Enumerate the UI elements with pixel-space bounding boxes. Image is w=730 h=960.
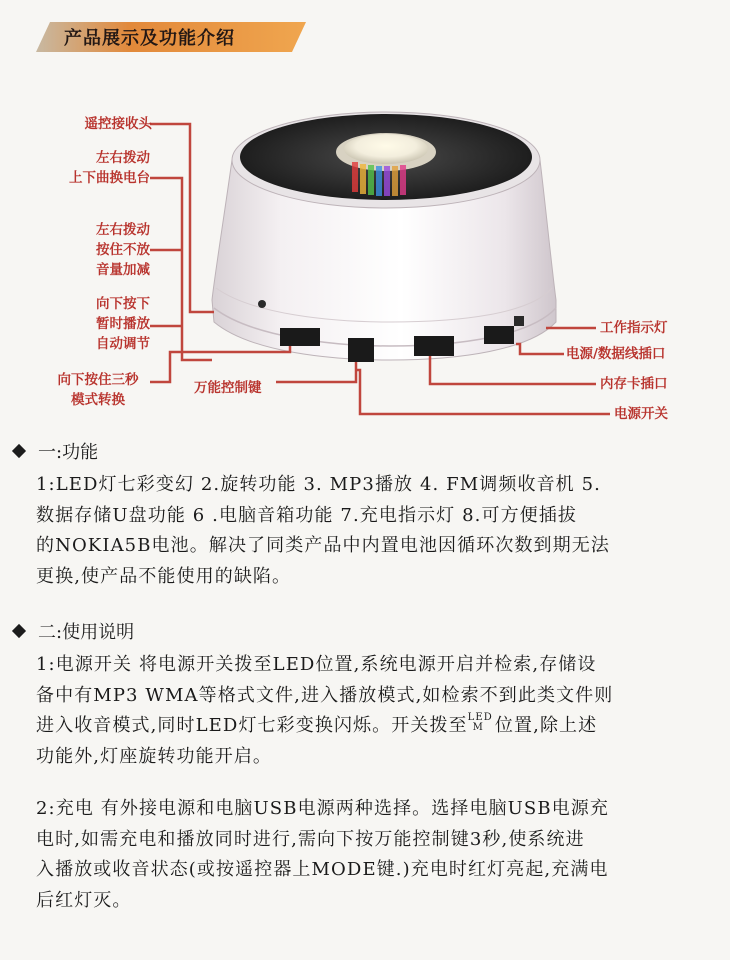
stack-top: LED [467, 712, 493, 723]
callout-pause [10, 294, 150, 354]
callout-line: 向下按下 [96, 296, 150, 312]
function-heading [10, 438, 98, 464]
usage-heading [10, 618, 134, 644]
callout-work-indicator: 工作指示灯 [600, 320, 668, 336]
paragraph-line: 数据存储U盘功能 6 .电脑音箱功能 7.充电指示灯 8.可方便插拔 [36, 504, 577, 526]
usage-paragraph-power [36, 650, 682, 772]
paragraph-line [36, 711, 682, 742]
callout-line: 音量加减 [96, 262, 150, 278]
callout-line: 自动调节 [96, 336, 150, 352]
page-title: 产品展示及功能介绍 [64, 28, 235, 49]
paragraph-text: 进入收音模式,同时LED灯七彩变换闪烁。开关拨至 [36, 715, 468, 736]
callout-power-switch: 电源开关 [614, 406, 668, 422]
callout-volume-toggle [10, 220, 150, 280]
callout-line: 上下曲换电台 [69, 170, 150, 186]
callout-line: 向下按住三秒 [57, 372, 139, 388]
callout-line: 模式转换 [71, 392, 125, 408]
callout-universal-key: 万能控制键 [194, 380, 262, 396]
callout-remote-receiver: 遥控接收头 [84, 116, 152, 132]
paragraph-line: 1:LED灯七彩变幻 2.旋转功能 3. MP3播放 4. FM调频收音机 5. [36, 474, 601, 495]
usage-paragraph-charge [36, 794, 682, 916]
diamond-bullet-icon [12, 444, 26, 458]
paragraph-line: 备中有MP3 WMA等格式文件,进入播放模式,如检索不到此类文件则 [36, 684, 614, 706]
product-diagram [0, 60, 730, 430]
paragraph-line: 功能外,灯座旋转功能开启。 [36, 745, 273, 767]
callout-memory-card-slot: 内存卡插口 [600, 376, 668, 392]
paragraph-line: 2:充电 有外接电源和电脑USB电源两种选择。选择电脑USB电源充 [36, 798, 609, 819]
paragraph-line: 的NOKIA5B电池。解决了同类产品中内置电池因循环次数到期无法 [36, 535, 610, 556]
diamond-bullet-icon [12, 624, 26, 638]
led-m-stacked-label [468, 713, 493, 733]
paragraph-line: 1:电源开关 将电源开关拨至LED位置,系统电源开启并检索,存储设 [36, 654, 597, 675]
stack-bottom: M [472, 722, 484, 733]
function-heading-text: 一:功能 [38, 442, 99, 463]
paragraph-line: 入播放或收音状态(或按遥控器上MODE键.)充电时红灯亮起,充满电 [36, 859, 609, 880]
callout-line: 暂时播放 [96, 316, 150, 332]
paragraph-line: 电时,如需充电和播放同时进行,需向下按万能控制键3秒,使系统进 [36, 828, 585, 850]
callout-line: 左右拨动 [96, 150, 150, 166]
callout-line: 按住不放 [96, 242, 150, 258]
callout-power-data-port: 电源/数据线插口 [566, 346, 666, 362]
paragraph-line: 更换,使产品不能使用的缺陷。 [36, 565, 292, 587]
usage-heading-text: 二:使用说明 [38, 622, 135, 643]
callout-line: 左右拨动 [96, 222, 150, 238]
paragraph-text: 位置,除上述 [494, 715, 598, 736]
function-paragraph [36, 470, 682, 592]
callout-mode-switch [28, 370, 168, 410]
callout-track-toggle [10, 148, 150, 188]
paragraph-line: 后红灯灭。 [36, 889, 132, 911]
base-top [232, 112, 540, 208]
